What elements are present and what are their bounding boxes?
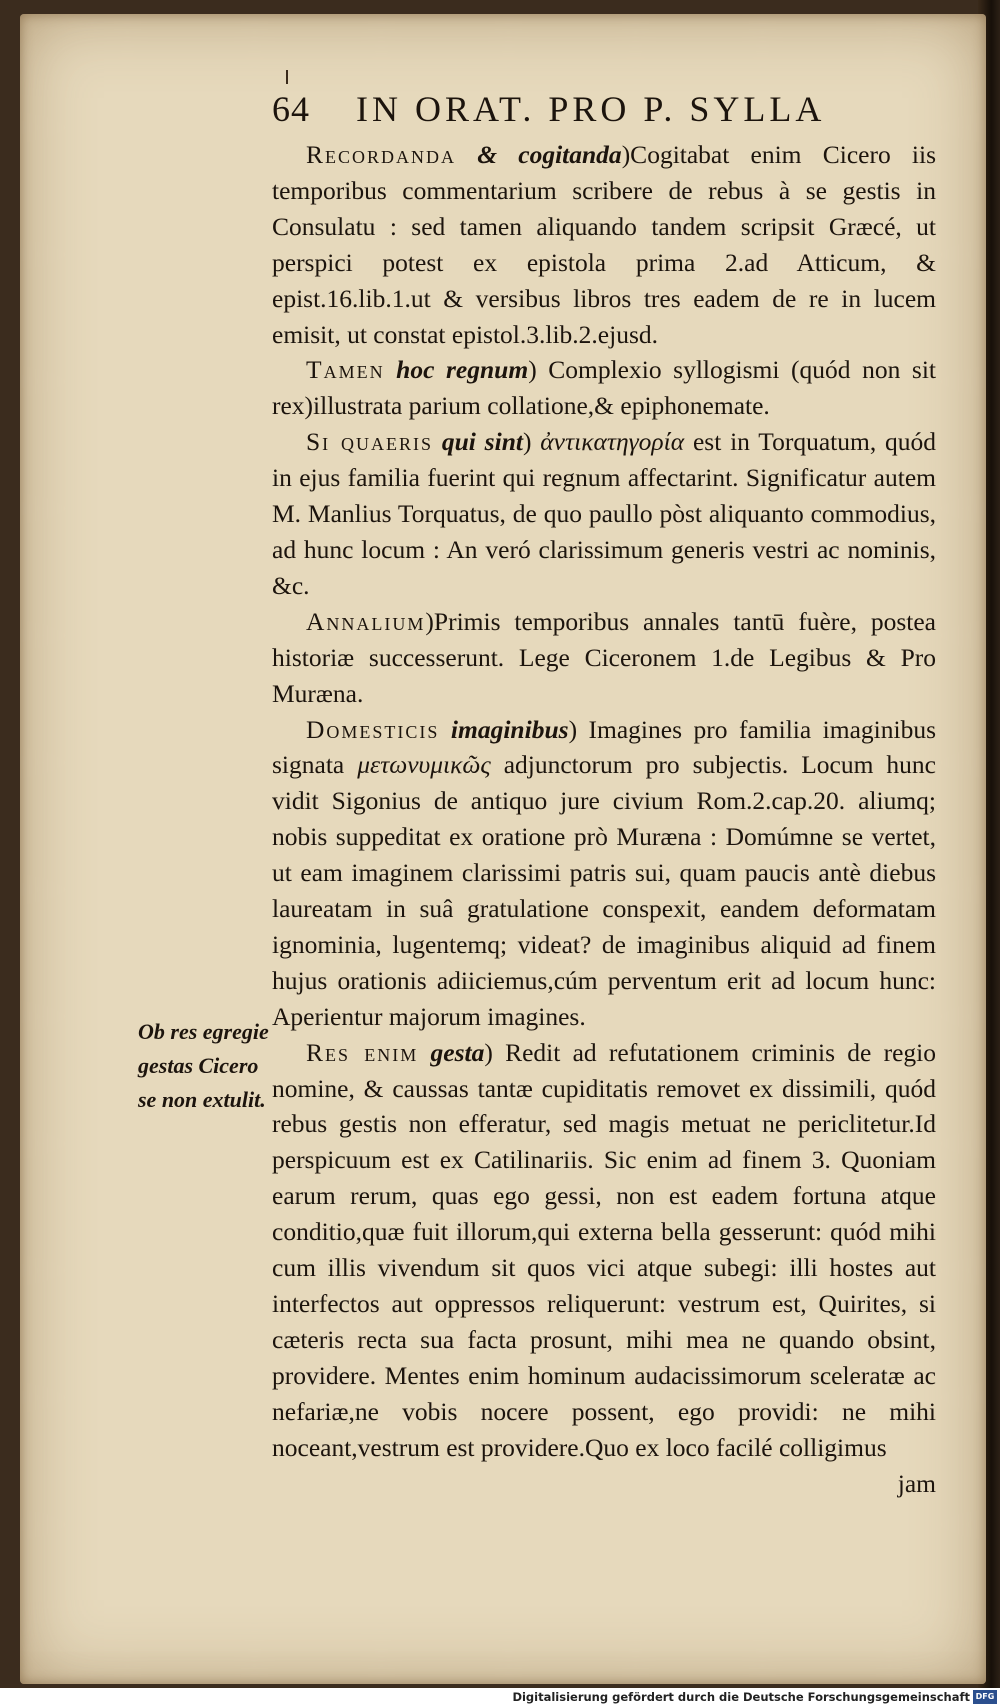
ink-mark bbox=[286, 70, 288, 84]
paragraph-annalium bbox=[272, 604, 936, 712]
dfg-logo-icon: DFG bbox=[973, 1690, 997, 1704]
main-text bbox=[272, 137, 936, 1501]
running-head: IN ORAT. PRO P. SYLLA bbox=[356, 89, 826, 129]
paragraph-text: )Primis temporibus annales tantū fuère, postea historiæ successerunt. Lege Ciceronem 1.de Legibus & Pro Muræna. bbox=[272, 606, 936, 708]
paragraph-text-pre: ) Imagines pro familia imaginibus signata bbox=[272, 714, 936, 780]
footer-credit: Digitalisierung gefördert durch die Deutsche Forschungsgemeinschaft bbox=[512, 1690, 970, 1704]
keyword-italic: gesta bbox=[430, 1037, 485, 1067]
greek-word: μετωνυμικῶς bbox=[357, 750, 491, 780]
paragraph-res-enim bbox=[272, 1035, 936, 1466]
keyword: Annalium bbox=[306, 606, 426, 636]
keyword: Si quaeris bbox=[306, 427, 434, 457]
paragraph-recordanda bbox=[272, 137, 936, 352]
footer-bar bbox=[0, 1688, 1000, 1707]
paragraph-domesticis bbox=[272, 712, 936, 1035]
page-number: 64 bbox=[272, 89, 310, 129]
keyword: Res enim bbox=[306, 1037, 419, 1067]
keyword-italic: hoc regnum bbox=[396, 355, 529, 385]
paragraph-text: )Cogitabat enim Cicero iis temporibus commentarium scribere de rebus à se gestis in Consulatu : sed tamen aliquando tandem scripsit Græcé, ut perspici potest ex epistola prima 2.ad Atticum, & epist.16.lib.1.ut & versibus libros tres eadem de re in lucem emisit, ut constat epistol.3.lib.2.ejusd. bbox=[272, 140, 936, 349]
catchword: jam bbox=[897, 1468, 936, 1498]
paragraph-tamen bbox=[272, 352, 936, 424]
greek-word: ἀντικατηγορία bbox=[540, 427, 685, 457]
paragraph-si-quaeris bbox=[272, 424, 936, 604]
marginal-note: Ob res egregie gestas Cicero se non extulit. bbox=[138, 1019, 269, 1112]
paragraph-text: est in Torquatum, quód in ejus familia fuerint qui regnum affectarint. Significatur autem M. Manlius Torquatus, de quo paullo pòst aliquanto commodius, ad hunc locum : An veró clarissimum generis vestri ac nominis, &c. bbox=[272, 427, 937, 600]
paragraph-text: ) Redit ad refutationem criminis de regio nomine, & caussas tantæ cupiditatis removet ex dissimili, quód rebus gestis non efferatur, sed magis metuat ne periclitetur.Id perspicuum est ex Catilinariis. Sic enim ad finem 3. Quoniam earum rerum, quas ego gessi, non est eadem fortuna atque conditio,quæ fuit illorum,qui externa bella gesserunt: quód mihi cum illis vivendum sit quos vici atque subegi: illi hostes aut interfectos aut oppressos reliquerunt: vestrum est, Quirites, si cæteris recta sua facta prosunt, mihi mea ne quando obsint, providere. Mentes enim hominum audacissimorum sceleratæ ac nefariæ,ne vobis nocere possent, ego providi: ne mihi noceant,vestrum est providere.Quo ex loco facilé colligimus bbox=[272, 1037, 936, 1462]
keyword: Domesticis bbox=[306, 714, 440, 744]
paragraph-text: ) Complexio syllogismi (quód non sit rex)illustrata parium collatione,& epiphonemate. bbox=[272, 355, 936, 421]
keyword-italic: & cogitanda bbox=[477, 140, 622, 169]
keyword: Recordanda bbox=[306, 140, 457, 169]
keyword: Tamen bbox=[306, 355, 385, 385]
keyword-italic: imaginibus bbox=[450, 714, 569, 744]
paragraph-text: adjunctorum pro subjectis. Locum hunc vidit Sigonius de antiquo jure civium Rom.2.cap.20. aliumq; nobis suppeditat ex oratione prò Muræna : Domúmne se vertet, ut eam imaginem clarissimi patris sui, quam paucis antè diebus laureatam in suâ gratulatione conspexit, eandem deformatam ignominia, lugentemq; videat? de imaginibus aliquid ad finem hujus orationis adiiciemus,cúm perventum erit ad locum hunc: Aperientur majorum imagines. bbox=[272, 750, 936, 1031]
keyword-italic: qui sint bbox=[441, 427, 523, 457]
paragraph-text-pre: ) bbox=[522, 427, 541, 457]
